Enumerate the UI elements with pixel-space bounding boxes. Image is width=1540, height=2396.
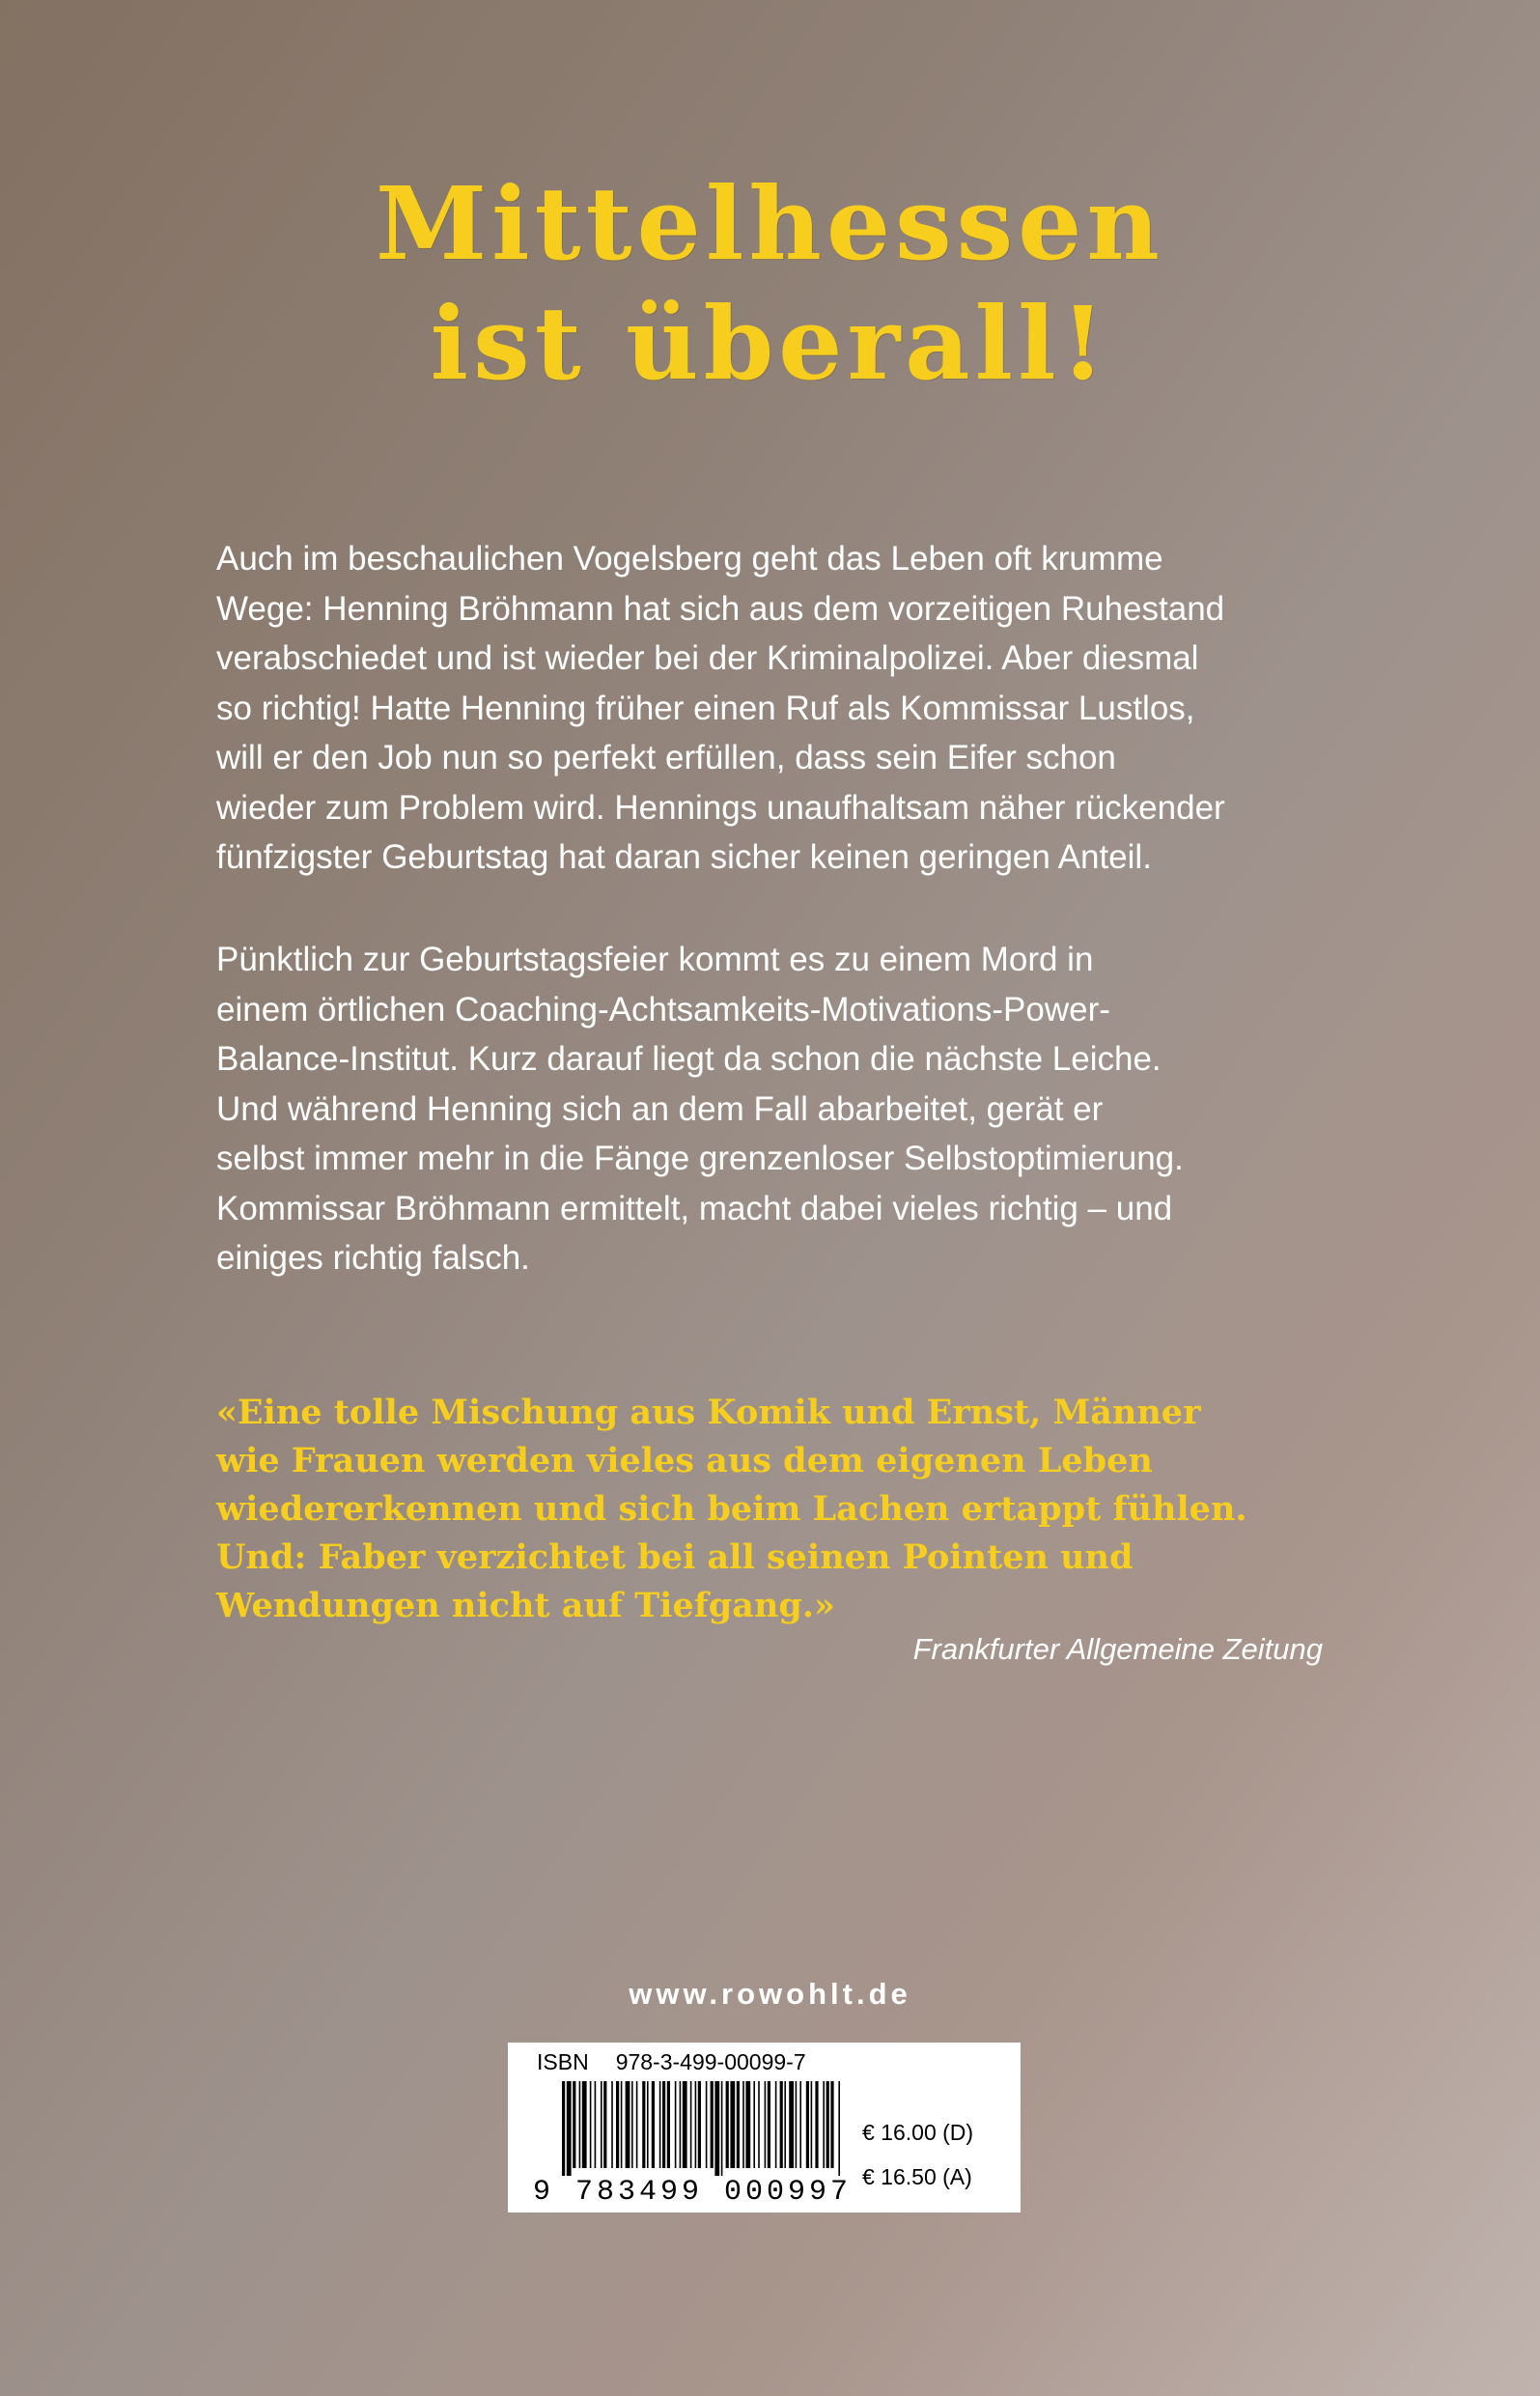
barcode-bar: [765, 2081, 767, 2168]
barcode-bar: [714, 2081, 719, 2176]
text-line: Kommissar Bröhmann ermittelt, macht dabei vieles richtig – und: [216, 1189, 1173, 1227]
isbn-line: [537, 2049, 806, 2075]
barcode-bar: [780, 2081, 783, 2168]
barcode-bar: [695, 2081, 697, 2168]
text-line: wieder zum Problem wird. Hennings unaufhaltsam näher rückender: [216, 788, 1225, 827]
barcode-bar: [768, 2081, 770, 2168]
barcode-bar: [737, 2081, 740, 2168]
barcode-label: [508, 2043, 1021, 2213]
barcode-bar: [659, 2081, 661, 2168]
text-line: einem örtlichen Coaching-Achtsamkeits-Motivations-Power-: [216, 990, 1110, 1029]
quote-line: wie Frauen werden vieles aus dem eigenen Leben: [216, 1441, 1153, 1480]
barcode-bar: [595, 2081, 597, 2168]
barcode-bar: [579, 2081, 581, 2168]
text-line: verabschiedet und ist wieder bei der Kriminalpolizei. Aber diesmal: [216, 639, 1199, 677]
barcode-bar: [603, 2081, 606, 2168]
barcode-bar: [647, 2081, 649, 2168]
barcode-bar: [784, 2081, 786, 2168]
barcode-bar: [582, 2081, 587, 2168]
barcode-bar: [601, 2081, 602, 2168]
barcode-bar: [758, 2081, 760, 2168]
text-line: fünfzigster Geburtstag hat daran sicher keinen geringen Anteil.: [216, 838, 1152, 876]
isbn-label: ISBN: [537, 2049, 589, 2074]
barcode-bar: [675, 2081, 677, 2168]
barcode-bar: [680, 2081, 682, 2168]
description-paragraph-2: [216, 935, 1346, 1283]
price-austria: € 16.50 (A): [862, 2164, 972, 2189]
barcode-bar: [730, 2081, 735, 2168]
text-line: Pünktlich zur Geburtstagsfeier kommt es zu einem Mord in: [216, 941, 1094, 978]
quote-line: Und: Faber verzichtet bei all seinen Pointen und: [216, 1537, 1134, 1577]
barcode-bar: [662, 2081, 665, 2168]
barcode-bar: [830, 2081, 833, 2168]
barcode-bar: [621, 2081, 623, 2168]
barcode-bar: [775, 2081, 777, 2168]
text-line: einiges richtig falsch.: [216, 1239, 530, 1277]
barcode-bar: [683, 2081, 687, 2168]
quote-line: Wendungen nicht auf Tiefgang.»: [216, 1586, 835, 1625]
text-line: so richtig! Hatte Henning früher einen Ruf als Kommissar Lustlos,: [216, 689, 1195, 727]
barcode-bar: [796, 2081, 798, 2168]
barcode-bar: [721, 2081, 723, 2176]
barcode-bar: [642, 2081, 645, 2168]
publisher-website: www.rowohlt.de: [629, 1977, 911, 2011]
review-quote: [216, 1389, 1356, 1630]
headline: [0, 164, 1540, 404]
barcode-bar: [823, 2081, 825, 2168]
isbn-number: 978-3-499-00099-7: [615, 2049, 806, 2074]
barcode-bar: [567, 2081, 572, 2176]
barcode-bar: [706, 2081, 708, 2168]
barcode-bar: [753, 2081, 755, 2168]
text-line: will er den Job nun so perfekt erfüllen, dass sein Eifer schon: [216, 739, 1116, 776]
barcode-bar: [826, 2081, 829, 2168]
barcode-bar: [698, 2081, 701, 2168]
headline-line-1: Mittelhessen: [375, 164, 1165, 283]
barcode-bar: [611, 2081, 613, 2168]
quote-line: wiedererkennen und sich beim Lachen ertappt fühlen.: [216, 1489, 1247, 1529]
barcode-bar: [745, 2081, 750, 2168]
barcode-bar: [690, 2081, 692, 2168]
description-paragraph-1: [216, 534, 1346, 883]
barcode-bar: [742, 2081, 744, 2168]
headline-line-2: ist überall!: [430, 284, 1110, 403]
barcode-bar: [573, 2081, 575, 2168]
quote-source: Frankfurter Allgemeine Zeitung: [912, 1632, 1323, 1666]
barcode-bar: [616, 2081, 619, 2168]
price-germany: € 16.00 (D): [862, 2120, 974, 2145]
barcode-bar: [789, 2081, 794, 2168]
text-line: Wege: Henning Bröhmann hat sich aus dem vorzeitigen Ruhestand: [216, 589, 1225, 628]
barcode-bar: [631, 2081, 633, 2168]
barcode-bar: [590, 2081, 592, 2168]
barcode-bar: [562, 2081, 565, 2176]
barcode-bar: [626, 2081, 630, 2168]
barcode-bar: [838, 2081, 840, 2176]
barcode-bar: [806, 2081, 809, 2168]
barcode-bar: [652, 2081, 655, 2168]
quote-line: «Eine tolle Mischung aus Komik und Ernst, Männer: [216, 1393, 1201, 1432]
text-line: Und während Henning sich an dem Fall abarbeitet, gerät er: [216, 1089, 1104, 1128]
text-line: Balance-Institut. Kurz darauf liegt da schon die nächste Leiche.: [216, 1040, 1162, 1078]
barcode-bars: [562, 2081, 842, 2176]
barcode-bar: [815, 2081, 818, 2168]
barcode-bar: [799, 2081, 801, 2168]
barcode-bar: [811, 2081, 813, 2168]
barcode-bar: [726, 2081, 729, 2168]
text-line: selbst immer mehr in die Fänge grenzenloser Selbstoptimierung.: [216, 1140, 1184, 1177]
barcode-bar: [636, 2081, 638, 2168]
barcode-digits: 9 783499 000997: [533, 2176, 853, 2209]
barcode-bar: [667, 2081, 670, 2168]
text-line: Auch im beschaulichen Vogelsberg geht das Leben oft krumme: [216, 540, 1163, 578]
barcode-bar: [711, 2081, 714, 2168]
